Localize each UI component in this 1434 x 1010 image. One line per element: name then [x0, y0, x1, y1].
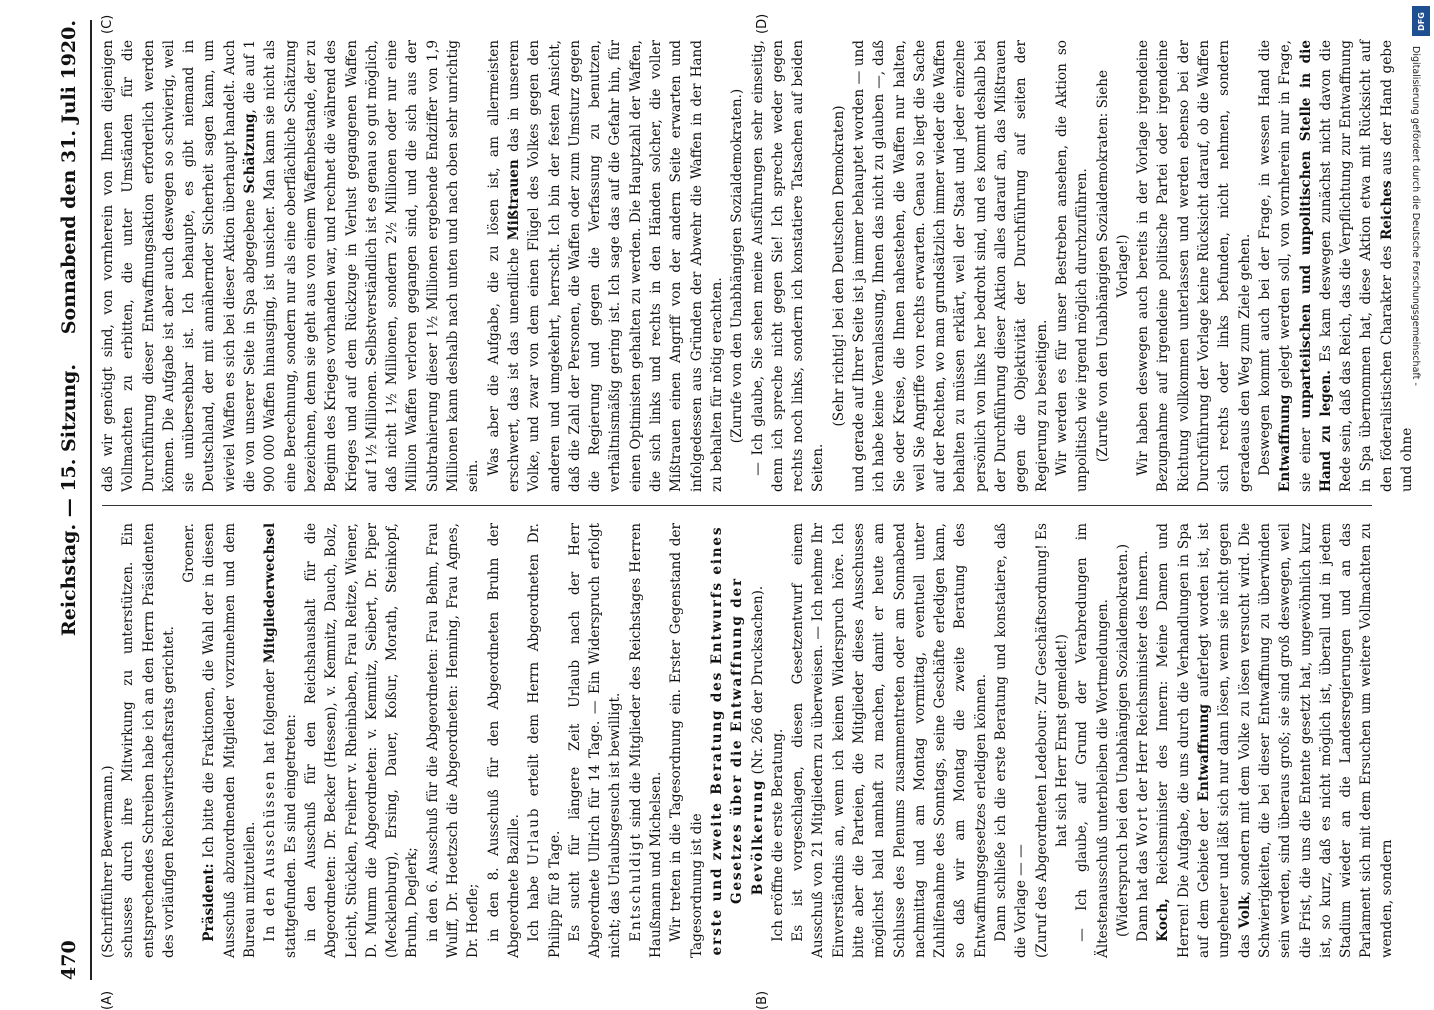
right-column — [98, 39, 1415, 492]
page-title: Reichstag. — 15. Sitzung. — [58, 363, 80, 637]
paragraph: in den 8. Ausschuß für den Abgeordneten Bruhn der Abgeordnete Bazille. — [485, 523, 522, 958]
paragraph-text: sind die Mitglieder des Reichstages Herren Haußmann und Michelsen. — [627, 523, 665, 958]
paragraph-text: hat folgender — [262, 663, 279, 770]
paragraph-text: der Herr Reichsminister des Innern. — [1135, 550, 1152, 806]
paragraph-text: (Nr. 266 der Drucksachen). — [749, 585, 766, 779]
bold-text: Mitgliederwechsel — [262, 523, 279, 664]
page-header — [50, 20, 92, 980]
paragraph: und gerade auf Ihrer Seite ist ja immer behauptet worden — und ich habe keine Veranlassung, Ihnen das nicht zu glauben —, daß Sie oder Kreise, die Ihnen nahestehen, die Waffen nur halten, weil Sie Angriffe von rechts erwarten. Genau so liegt die Sache auf der Rechten, wo man grundsätzlich immer wieder die Waffen behalten zu müssen erklärt, weil der Staat und jeder einzelne persönlich von links her bedroht sind, und es kommt deshalb bei der Durchführung dieser Aktion alles darauf an, das Mißtrauen gegen die Objektivität der Durchführung auf seiten der Regierung zu beseitigen. — [850, 40, 1050, 492]
paragraph: — Ich glaube, Sie sehen meine Ausführungen sehr einseitig, denn ich spreche nicht gegen Sie! Ich spreche weder gegen rechts noch links, sondern ich konstatiere Tatsachen auf beiden Seiten. — [749, 40, 827, 492]
paragraph — [98, 40, 484, 492]
paragraph — [524, 523, 565, 958]
margin-marker-c: (C) — [100, 14, 115, 34]
rotated-page — [50, 13, 1415, 1010]
bold-text: Reiches — [1378, 180, 1395, 241]
paragraph-text: stattgefunden. Es sind eingetreten: — [282, 714, 299, 958]
agenda-item — [707, 523, 768, 958]
spaced-text: Wort — [1135, 805, 1152, 847]
paragraph: Es ist vorgeschlagen, diesen Gesetzentwurf einem Ausschuß von 21 Mitgliedern zu überweisen. — Ich nehme Ihr Einverständnis an, wenn ich keinen Widerspruch höre. Ich bitte aber die Parteien, die Mitglieder dieses Ausschusses möglichst bald namhaft zu machen, damit er heute am Schlusse des Plenums zusammentreten oder am Sonnabend nachmittag und am Montag vormittag, eventuell unter Zuhilfenahme des Sonntags, seine Geschäfte erledigen kann, so daß wir am Montag die zweite Beratung des Entwaffnungsgesetzes erledigen können. — [790, 523, 989, 958]
page-date: Sonnabend den 31. Juli 1920. — [58, 20, 80, 335]
bold-text: Schätzung — [242, 113, 259, 194]
paragraph: in den 6. Ausschuß für die Abgeordneten: Frau Behm, Frau Wulff, Dr. Hoetzsch die Abgeordneten: Henning, Frau Agnes, Dr. Hoefle; — [424, 523, 482, 958]
interjection: (Widerspruch bei den Unabhängigen Sozialdemokraten.) — [1114, 544, 1131, 937]
paragraph: Dann schließe ich die erste Beratung und konstatiere, daß die Vorlage — — — [993, 523, 1030, 958]
paragraph — [1153, 523, 1397, 958]
paragraph-text: daß wir genötigt sind, von vornherein von Ihnen diejenigen Vollmachten zu erbitten, die unter Umständen für die Durchführung dieser Entwaffnungsaktion erforderlich werden können. Die Aufgabe ist aber auch deswegen so schwierig, weil sie unübersehbar ist. Ich behaupte, es gibt niemand in Deutschland, der mit annähernder Sicherheit sagen kann, um wieviel Waffen es sich bei dieser Aktion überhaupt handelt. Auch die von unserer Seite in Spa abgegebene — [100, 40, 259, 492]
interjection: (Zurufe von den Unabhängigen Sozialdemokraten.) — [729, 88, 746, 444]
column-rule — [102, 505, 1372, 506]
paragraph-text: Reichsminister des Innern: Meine Damen und Herren! Die Aufgabe, die uns durch die Verhandlungen in Spa auf dem Gebiete der — [1155, 523, 1213, 958]
paragraph-text: Es kam deswegen zunächst nicht davon die Rede sein, daß das Reich, das die Verpflichtung zur Entwaffnung in Spa übernommen hat, diese Aktion etwa mit Rücksicht auf den föderalistischen Charakter des — [1317, 40, 1395, 492]
bold-text: Entwaffnung — [1277, 394, 1294, 492]
paragraph-text: auferlegt worden ist, ist ungeheuer und läßt sich nur dann lösen, wenn sie nicht gegen das — [1196, 523, 1253, 958]
spaced-text: In den Ausschüssen — [262, 769, 279, 942]
bold-text: unparteiischen und unpolitischen Stelle in die Hand zu legen. — [1297, 40, 1334, 492]
spaced-text: Urlaub — [526, 806, 543, 866]
speaker-note: (Schriftführer Bewermann.) — [100, 765, 116, 958]
interjection: (Zuruf des Abgeordneten Ledebour: Zur Geschäftsordnung! Es hat sich Herr Ernst gemeldet!) — [1033, 523, 1070, 958]
paragraph: Wir treten in die Tagesordnung ein. Erster Gegenstand der Tagesordnung ist die — [668, 523, 705, 958]
paragraph-text: , sondern mit dem Volke zu lösen versucht wird. Die Schwierigkeiten, die bei dieser Entwaffnung zu überwinden sein werden, sind überaus groß; sie sind groß deswegen, weil die Frist, die uns die Entente gesetzt hat, ungewöhnlich kurz ist, so kurz, daß es nicht möglich ist, überall und in jedem Stadium wieder an die Landesregierungen und an das Parlament sich mit dem Ersuchen um weitere Vollmachten zu wenden, sondern — [1236, 522, 1395, 958]
bold-text: erste und zweite Beratung des Entwurfs eines Gesetzes über die Entwaffnung der Bevölkerung — [708, 525, 766, 956]
paragraph-text: aus der Hand gebe und ohne — [1378, 39, 1415, 492]
interjection: (Sehr richtig! bei den Deutschen Demokraten) — [830, 105, 847, 427]
left-column — [98, 522, 1395, 958]
speaker-name: Koch, — [1155, 898, 1172, 942]
paragraph-text: das in unserem Volke, und zwar von dem einen Flügel des Volkes gegen den anderen und umgekehrt, herrscht. Ich bin der festen Ansicht, daß die Zahl der Personen, die Waffen oder zum Umsturz gegen die Regierung und gegen die Verfassung zu benutzen, verhältnismäßig gering ist. Ich sage das auf die Gefahr hin, für einen Optimisten gehalten zu werden. Die Hauptzahl der Waffen, die sich links und rechts in den Händen solcher, die voller Mißtrauen einen Angriff von der andern Seite erwarten und infolgedessen aus Gründen der Abwehr die Waffen in der Hand zu behalten für nötig erachten. — [505, 40, 725, 492]
paragraph: in den Ausschuß für den Reichshaushalt für die Abgeordneten: Dr. Becker (Hessen), v. Kemnitz, Dauch, Bolz, Leicht, Stücklen, Freiherr v. Rheinbaben, Frau Reitze, Wiener, D. Mumm die Abgeordneten: v. Kemnitz, Seibert, Dr. Piper (Mecklenburg), Ersing, Dauer, Koßur, Morath, Steinkopf, Bruhn, Deglerk; — [302, 523, 421, 958]
page-number: 470 — [58, 940, 80, 980]
paragraph — [1133, 523, 1153, 958]
paragraph-text: erteilt dem Herrn Abgeordneten Dr. Philipp für 8 Tage. — [526, 523, 563, 958]
paragraph-text: gelegt werden soll, von vornherein nur in Frage, sie einer — [1277, 40, 1314, 492]
paragraph-text: Dann hat das — [1135, 846, 1152, 942]
margin-marker-b: (B) — [755, 990, 770, 1010]
dfg-logo-text: DFG — [1416, 11, 1426, 31]
bold-text: Entwaffnung — [1196, 704, 1213, 802]
speaker-name: Präsident: — [201, 863, 218, 942]
bold-text: Mißtrauen — [505, 159, 522, 241]
paragraph — [1255, 40, 1417, 492]
paragraph: Es sucht für längere Zeit Urlaub nach der Herr Abgeordnete Ullrich für 14 Tage. — Ein Widerspruch erfolgt nicht; das Urlaubsgesuch ist bewilligt. — [566, 523, 624, 958]
paragraph — [484, 40, 728, 492]
paragraph-text: Was aber die Aufgabe, die zu lösen ist, am allermeisten erschwert, das ist das unendliche — [485, 40, 522, 492]
watermark-text: Digitalisierung gefördert durch die Deutsche Forschungsgemeinschaft - — [1410, 46, 1421, 386]
bold-text: Volk — [1236, 895, 1253, 929]
paragraph-text: Ich bitte die Fraktionen, die Wahl der in diesen Ausschuß abzuordnenden Mitglieder vorzunehmen und dem Bureau mitzuteilen. — [201, 523, 259, 958]
paragraph-text: Deswegen kommt auch bei der Frage, in wessen Hand die — [1256, 40, 1273, 476]
paragraph: Wir haben deswegen auch bereits in der Vorlage irgendeine Bezugnahme auf irgendeine politische Partei oder irgendeine Richtung vollkommen unterlassen und werden ebenso bei der Durchführung der Vorlage keine Rücksicht darauf, ob die Waffen sich rechts oder links befunden, nicht nehmen, sondern geradeaus den Weg zum Ziele gehen. — [1135, 40, 1253, 492]
dfg-logo — [1412, 6, 1430, 36]
paragraph — [260, 523, 301, 958]
signature: Groener. — [181, 523, 198, 583]
paragraph: — Ich glaube, auf Grund der Verabredungen im Ältestenausschuß unterbleiben die Wortmeldungen. — [1074, 523, 1111, 958]
paragraph: Wir werden es für unser Bestreben ansehen, die Aktion so unpolitisch wie irgend möglich durchzuführen. — [1053, 40, 1091, 492]
paragraph — [199, 523, 260, 958]
margin-marker-d: (D) — [755, 13, 770, 34]
paragraph — [626, 523, 667, 958]
paragraph-text: , die auf 1 900 000 Waffen hinausging, ist unsicher. Man kann sie nicht als eine Berechnung, sondern nur als eine oberflächliche Schätzung bezeichnen, denn sie geht aus von einem Waffenbestande, der zu Beginn des Krieges vorhanden war, und rechnet die während des Krieges und auf dem Rückzuge in Verlust gegangenen Waffen auf 1½ Millionen. Selbstverständlich ist es genau so gut möglich, daß nicht 1½ Millionen, sondern 2½ Millionen oder nur eine Million Waffen verloren gegangen sind, und die sich aus der Subtrahierung dieser 1½ Millionen ergebende Endziffer von 1,9 Millionen kann deshalb nach unten und nach oben sehr unrichtig sein. — [242, 39, 482, 492]
margin-marker-a: (A) — [100, 990, 115, 1010]
interjection: (Zurufe von den Unabhängigen Sozialdemokraten: Siehe Vorlage!) — [1094, 69, 1131, 463]
spaced-text: Entschuldigt — [627, 832, 644, 942]
paragraph: Ich eröffne die erste Beratung. — [769, 728, 786, 942]
paragraph: schusses durch ihre Mitwirkung zu unterstützen. Ein entsprechendes Schreiben habe ich an den Herrn Präsidenten des vorläufigen Reichswirtschaftsrats gerichtet. — [120, 523, 177, 958]
paragraph-text: Ich habe — [526, 865, 543, 942]
